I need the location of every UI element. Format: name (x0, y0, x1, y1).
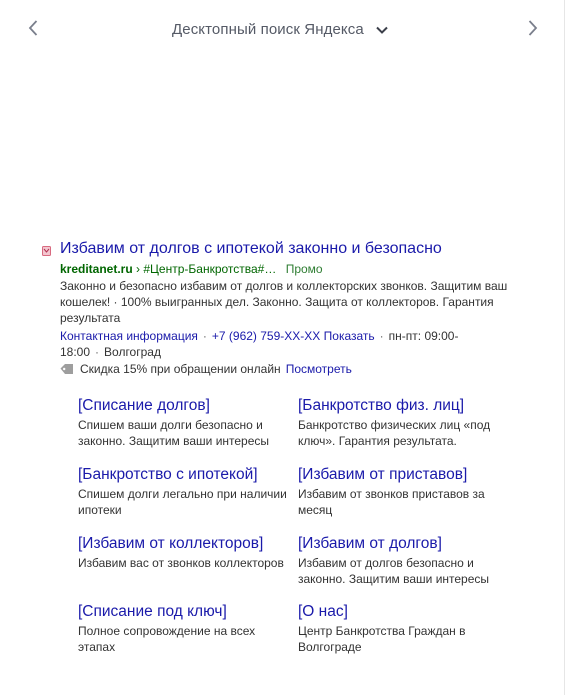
sitelink (78, 603, 288, 655)
separator-dot: · (379, 329, 384, 343)
sitelink-title[interactable]: [Избавим от долгов] (298, 535, 442, 552)
promotion-link[interactable]: Посмотреть (285, 362, 352, 376)
ad-title-link[interactable]: Избавим от долгов с ипотекой законно и безопасно (60, 240, 442, 257)
work-hours: пн-пт: 09:00-18:00 (60, 329, 459, 359)
chevron-down-icon (375, 23, 389, 37)
sitelink (78, 397, 288, 449)
city: Волгоград (104, 345, 161, 359)
mode-title: Десктопный поиск Яндекса (172, 20, 364, 38)
promotion-text: Скидка 15% при обращении онлайн (80, 362, 281, 376)
ad-breadcrumb-link[interactable]: #Центр-Банкротства#… (143, 262, 277, 276)
sitelink (298, 397, 508, 449)
sitelink-title[interactable]: [Списание под ключ] (78, 603, 227, 620)
sitelink-description: Избавим от звонков приставов за месяц (298, 487, 485, 517)
sitelink-description: Избавим вас от звонков коллекторов (78, 556, 284, 570)
sitelink-description: Центр Банкротства Граждан в Волгограде (298, 624, 466, 654)
sitelink-title[interactable]: [Избавим от коллекторов] (78, 535, 264, 552)
mode-selector[interactable] (172, 18, 389, 40)
show-phone-link[interactable]: Показать (323, 329, 375, 343)
chevron-right-icon (522, 18, 542, 38)
ad-contacts (60, 328, 520, 360)
prev-button[interactable] (24, 18, 44, 38)
favicon-icon (42, 246, 51, 256)
sitelink-title[interactable]: [Банкротство физ. лиц] (298, 397, 465, 414)
header (0, 0, 564, 58)
tag-icon (60, 363, 74, 375)
sitelink (78, 535, 288, 571)
sitelink-title[interactable]: [Избавим от приставов] (298, 466, 468, 483)
path-separator: › (136, 262, 141, 276)
sitelink-description: Спишем долги легально при наличии ипотеки (78, 487, 287, 517)
sitelink-description: Избавим от долгов безопасно и законно. Защитим ваши интересы (298, 556, 490, 586)
ad-domain-link[interactable]: kreditanet.ru (60, 262, 133, 276)
ad-path (60, 262, 323, 276)
ad-description: Законно и безопасно избавим от долгов и коллекторских звонков. Защитим ваш кошелек! · 100% выигранных дел. Законно. Защита от коллекторов. Гарантия результата (60, 279, 508, 325)
promo-label: Промо (285, 262, 323, 276)
next-button[interactable] (522, 18, 542, 38)
sitelink-title[interactable]: [Банкротство с ипотекой] (78, 466, 258, 483)
phone-number[interactable]: +7 (962) 759-XX-XX (211, 329, 321, 343)
sitelink (298, 466, 508, 518)
contact-info-link[interactable]: Контактная информация (60, 329, 198, 343)
chevron-left-icon (24, 18, 44, 38)
sitelink (298, 535, 508, 587)
sitelink-description: Банкротство физических лиц «под ключ». Гарантия результата. (298, 418, 491, 448)
separator-dot: · (202, 329, 207, 343)
sitelink-description: Полное сопровождение на всех этапах (78, 624, 256, 654)
sitelink-title[interactable]: [Списание долгов] (78, 397, 210, 414)
sitelink (78, 466, 288, 518)
sitelink-description: Спишем ваши долги безопасно и законно. Защитим ваши интересы (78, 418, 270, 448)
separator-dot: · (95, 345, 100, 359)
sitelink-title[interactable]: [О нас] (298, 603, 348, 620)
sitelink (298, 603, 508, 655)
promotion-row (60, 362, 352, 376)
